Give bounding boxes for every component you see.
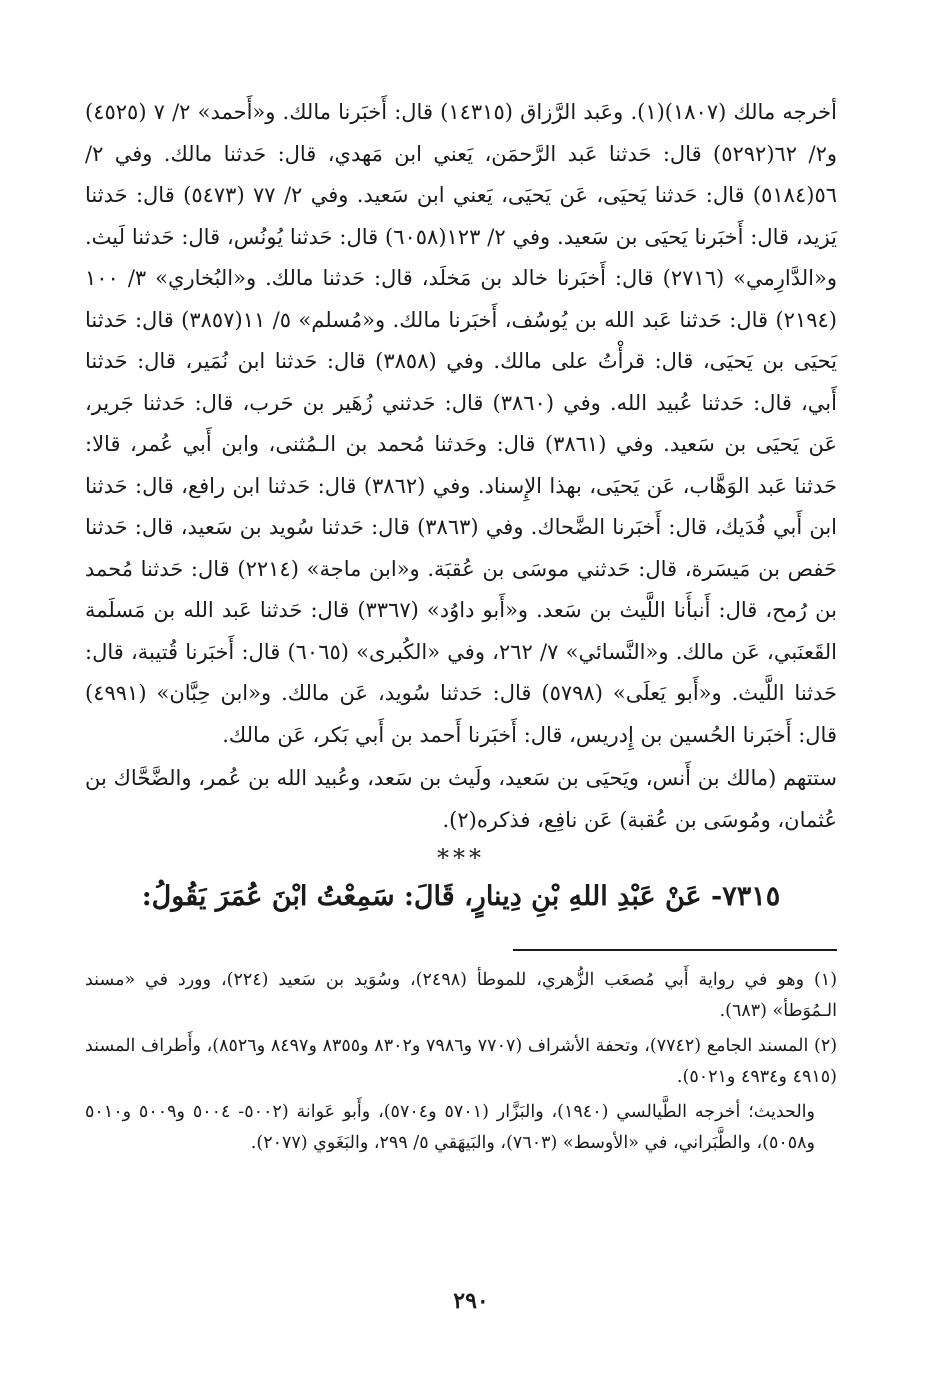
main-text [85, 92, 837, 841]
summary-paragraph: ستتهم (مالك بن أَنس، ويَحيَى بن سَعيد، ولَيث بن سَعد، وعُبيد الله بن عُمر، والضَّحَّاك بن عُثمان، ومُوسَى بن عُقبة) عَن نافِع، فذكره(٢). [85, 766, 837, 832]
takhrij-paragraph: أخرجه مالك (١٨٠٧)(١). وعَبد الرَّزاق (١٤٣١٥) قال: أَخبَرنا مالك. و«أَحمد» ٢/ ٧ (٤٥٢٥) و٢/ ٦٢(٥٢٩٢) قال: حَدثنا عَبد الرَّحمَن، يَعني ابن مَهدي، قال: حَدثنا مالك. وفي ٢/ ٥٦(٥١٨٤) قال: حَدثنا يَحيَى، عَن يَحيَى، يَعني ابن سَعيد. وفي ٢/ ٧٧ (٥٤٧٣) قال: حَدثنا يَزيد، قال: أَخبَرنا يَحيَى بن سَعيد. وفي ٢/ ١٢٣(٦٠٥٨) قال: حَدثنا يُونُس، قال: حَدثنا لَيث. و«الدَّارِمي» (٢٧١٦) قال: أَخبَرنا خالد بن مَخلَد، قال: حَدثنا مالك. و«البُخاري» ٣/ ١٠٠ (٢١٩٤) قال: حَدثنا عَبد الله بن يُوسُف، أَخبَرنا مالك. و«مُسلم» ٥/ ١١(٣٨٥٧) قال: حَدثنا يَحيَى بن يَحيَى، قال: قرأْتُ على مالك. وفي (٣٨٥٨) قال: حَدثنا ابن نُمَير، قال: حَدثنا أَبي، قال: حَدثنا عُبيد الله. وفي (٣٨٦٠) قال: حَدثني زُهَير بن حَرب، قال: حَدثنا جَرير، عَن يَحيَى بن سَعيد. وفي (٣٨٦١) قال: وحَدثنا مُحمد بن الـمُثنى، وابن أَبي عُمر، قالا: حَدثنا عَبد الوَهَّاب، عَن يَحيَى، بهذا الإِسناد. وفي (٣٨٦٢) قال: حَدثنا ابن رافع، قال: حَدثنا ابن أَبي فُدَيك، قال: أَخبَرنا الضَّحاك. وفي (٣٨٦٣) قال: حَدثنا سُويد بن سَعيد، قال: حَدثنا حَفص بن مَيسَرة، قال: حَدثني موسَى بن عُقبَة. و«ابن ماجة» (٢٢١٤) قال: حَدثنا مُحمد بن رُمح، قال: أَنبأَنا اللَّيث بن سَعد. و«أَبو داوُد» (٣٣٦٧) قال: حَدثنا عَبد الله بن مَسلَمة القَعنَبي، عَن مالك. و«النَّسائي» ٧/ ٢٦٢، وفي «الكُبرى» (٦٠٦٥) قال: أَخبَرنا قُتيبة، قال: حَدثنا اللَّيث. و«أَبو يَعلَى» (٥٧٩٨) قال: حَدثنا سُويد، عَن مالك. و«ابن حِبَّان» (٤٩٩١) قال: أَخبَرنا الحُسين بن إِدريس، قال: أَخبَرنا أَحمد بن أَبي بَكر، عَن مالك. [85, 100, 838, 747]
footnote-2: (٢) المسند الجامع (٧٧٤٢)، وتحفة الأشراف (٧٧٠٧ و٧٩٨٦ و٨٣٠٢ و٨٣٥٥ و٨٤٩٧ و٨٥٢٦)، وأَطراف المسند (٤٩١٥ و٤٩٣٤ و٥٠٢١). [85, 1036, 838, 1087]
page-body [85, 92, 837, 1163]
page-number: ٢٩٠ [453, 1288, 489, 1314]
footnote-1: (١) وهو في رواية أَبي مُصعَب الزُّهري، للموطأ (٢٤٩٨)، وسُوَيد بن سَعيد (٢٢٤)، وورد في «مسند الـمُوَطأ» (٦٨٣). [85, 970, 838, 1021]
footnote-2-continued: والحديث؛ أخرجه الطَّيالسي (١٩٤٠)، والبَزَّار (٥٧٠١ و٥٧٠٤)، وأَبو عَوانة (٥٠٠٢- ٥٠٠٤ و٥٠٠٩ و٥٠١٠ و٥٠٥٨)، والطَّبَراني، في «الأوسط» (٧٦٠٣)، والبَيهَقي ٥/ ٢٩٩، والبَغَوي (٢٠٧٧). [85, 1102, 815, 1153]
section-separator: *** [437, 844, 485, 872]
footnotes [85, 965, 837, 1159]
hadith-heading: ٧٣١٥- عَنْ عَبْدِ اللهِ بْنِ دِينارٍ، قَالَ: سَمِعْتُ ابْنَ عُمَرَ يَقُولُ: [141, 881, 781, 912]
footnote-divider [513, 949, 837, 951]
